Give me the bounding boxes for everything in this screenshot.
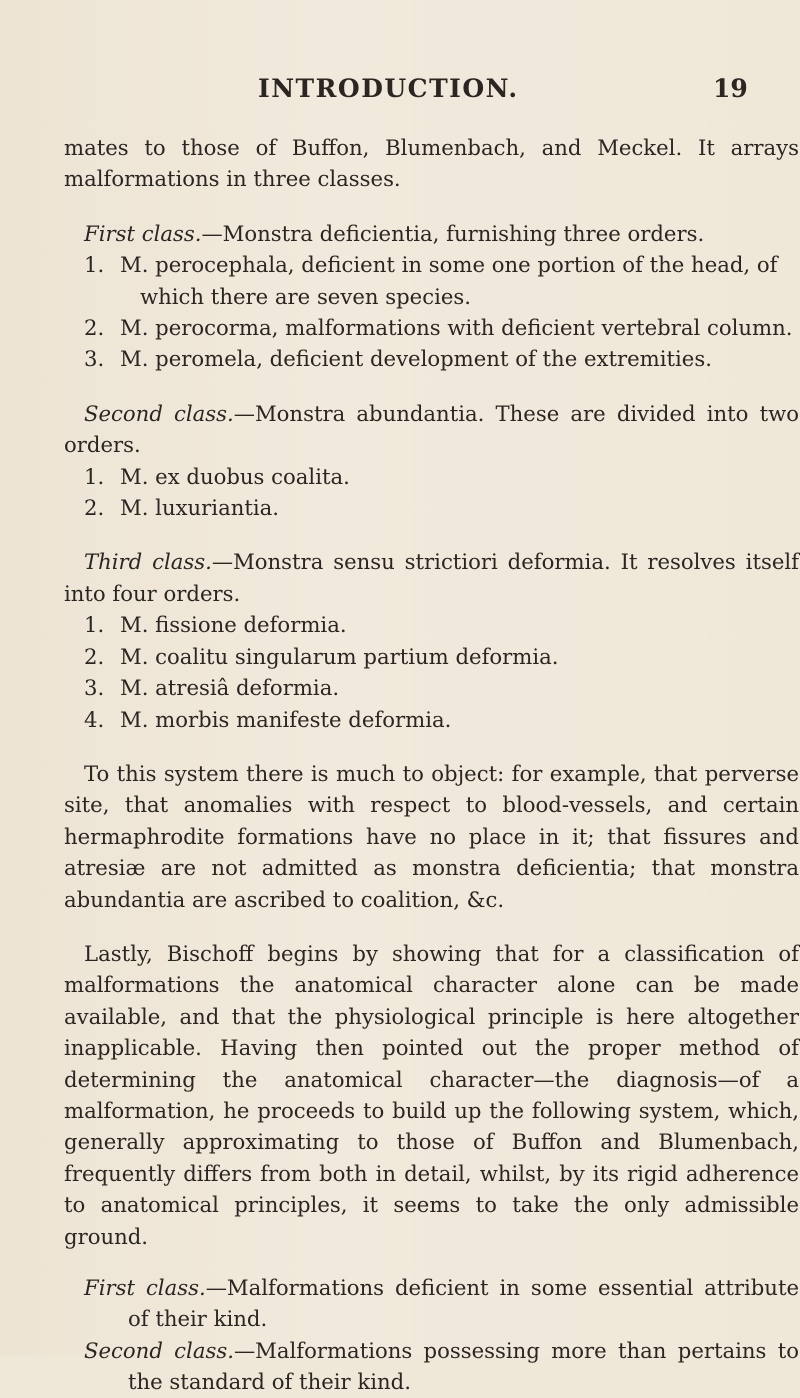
paragraph-objection: To this system there is much to object: for example, that perverse site, that anomalies with respect to blood-vessels, and certain hermaphrodite formations have no place in it; that fissures and atresiæ are not admitted as monstra deficientia; that monstra abundantia are ascribed to coalition, &c. [64, 760, 799, 912]
page-header [0, 74, 800, 110]
item-text: M. atresiâ deformia. [120, 675, 340, 701]
bischoff-first-label: First class. [84, 1275, 206, 1300]
item-number: 1. [84, 612, 105, 638]
first-class-heading [64, 218, 799, 249]
bischoff-second-text: —Malformations possessing more than pertains to the standard of their kind. [128, 1337, 799, 1395]
page-number: 19 [713, 74, 748, 103]
list-item [64, 343, 799, 374]
item-number: 1. [84, 252, 105, 278]
paragraph-lastly: Lastly, Bischoff begins by showing that for a classification of malformations the anatomical character alone can be made available, and that the physiological principle is here altogether inapplicable. Having then pointed out the proper method of determining the anatomical character—the diagnosis—of a malformation, he proceeds to build up the following system, which, generally approximating to those of Buffon and Blumenbach, frequently differs from both in detail, whilst, by its rigid adherence to anatomical principles, it seems to take the only admissible ground. [64, 940, 799, 1249]
bischoff-second-class [64, 1335, 799, 1398]
item-text: M. perocephala, deficient in some one portion of the head, of which there are seven species. [120, 252, 778, 309]
item-number: 4. [84, 706, 105, 732]
item-text: M. coalitu singularum partium deformia. [120, 643, 559, 669]
bischoff-first-text: —Malformations deficient in some essential attribute of their kind. [128, 1275, 799, 1332]
item-number: 2. [84, 643, 105, 669]
list-item [64, 312, 799, 343]
list-item [64, 641, 799, 672]
item-text: M. luxuriantia. [120, 495, 280, 521]
list-item [64, 249, 799, 312]
third-class-heading [64, 546, 799, 609]
item-number: 3. [84, 675, 105, 701]
paragraph-intro: mates to those of Buffon, Blumenbach, and Meckel. It arrays malformations in three classes. [64, 135, 799, 192]
item-text: M. ex duobus coalita. [120, 463, 350, 489]
item-text: M. fissione deformia. [120, 612, 347, 638]
third-class-label: Third class. [84, 549, 212, 575]
bischoff-second-label: Second class. [84, 1337, 234, 1363]
item-number: 1. [84, 463, 105, 489]
item-number: 2. [84, 315, 105, 341]
first-class-text: —Monstra deficientia, furnishing three orders. [201, 220, 705, 246]
list-item [64, 704, 799, 735]
item-text: M. perocorma, malformations with deficient vertebral column. [120, 315, 793, 341]
second-class-label: Second class. [84, 400, 234, 426]
second-class-text: —Monstra abundantia. These are divided into two orders. [64, 400, 799, 458]
body-text [64, 132, 799, 1398]
list-item [64, 461, 799, 492]
second-class-heading [64, 398, 799, 461]
item-text: M. morbis manifeste deformia. [120, 706, 452, 732]
list-item [64, 672, 799, 703]
list-item [64, 609, 799, 640]
item-text: M. peromela, deficient development of the extremities. [120, 346, 712, 372]
bischoff-first-class [64, 1272, 799, 1335]
list-item [64, 492, 799, 523]
running-head: INTRODUCTION. [258, 74, 519, 103]
item-number: 2. [84, 495, 105, 521]
third-class-text: —Monstra sensu strictiori deformia. It resolves itself into four orders. [64, 549, 799, 606]
first-class-label: First class. [84, 220, 202, 246]
item-number: 3. [84, 346, 105, 372]
